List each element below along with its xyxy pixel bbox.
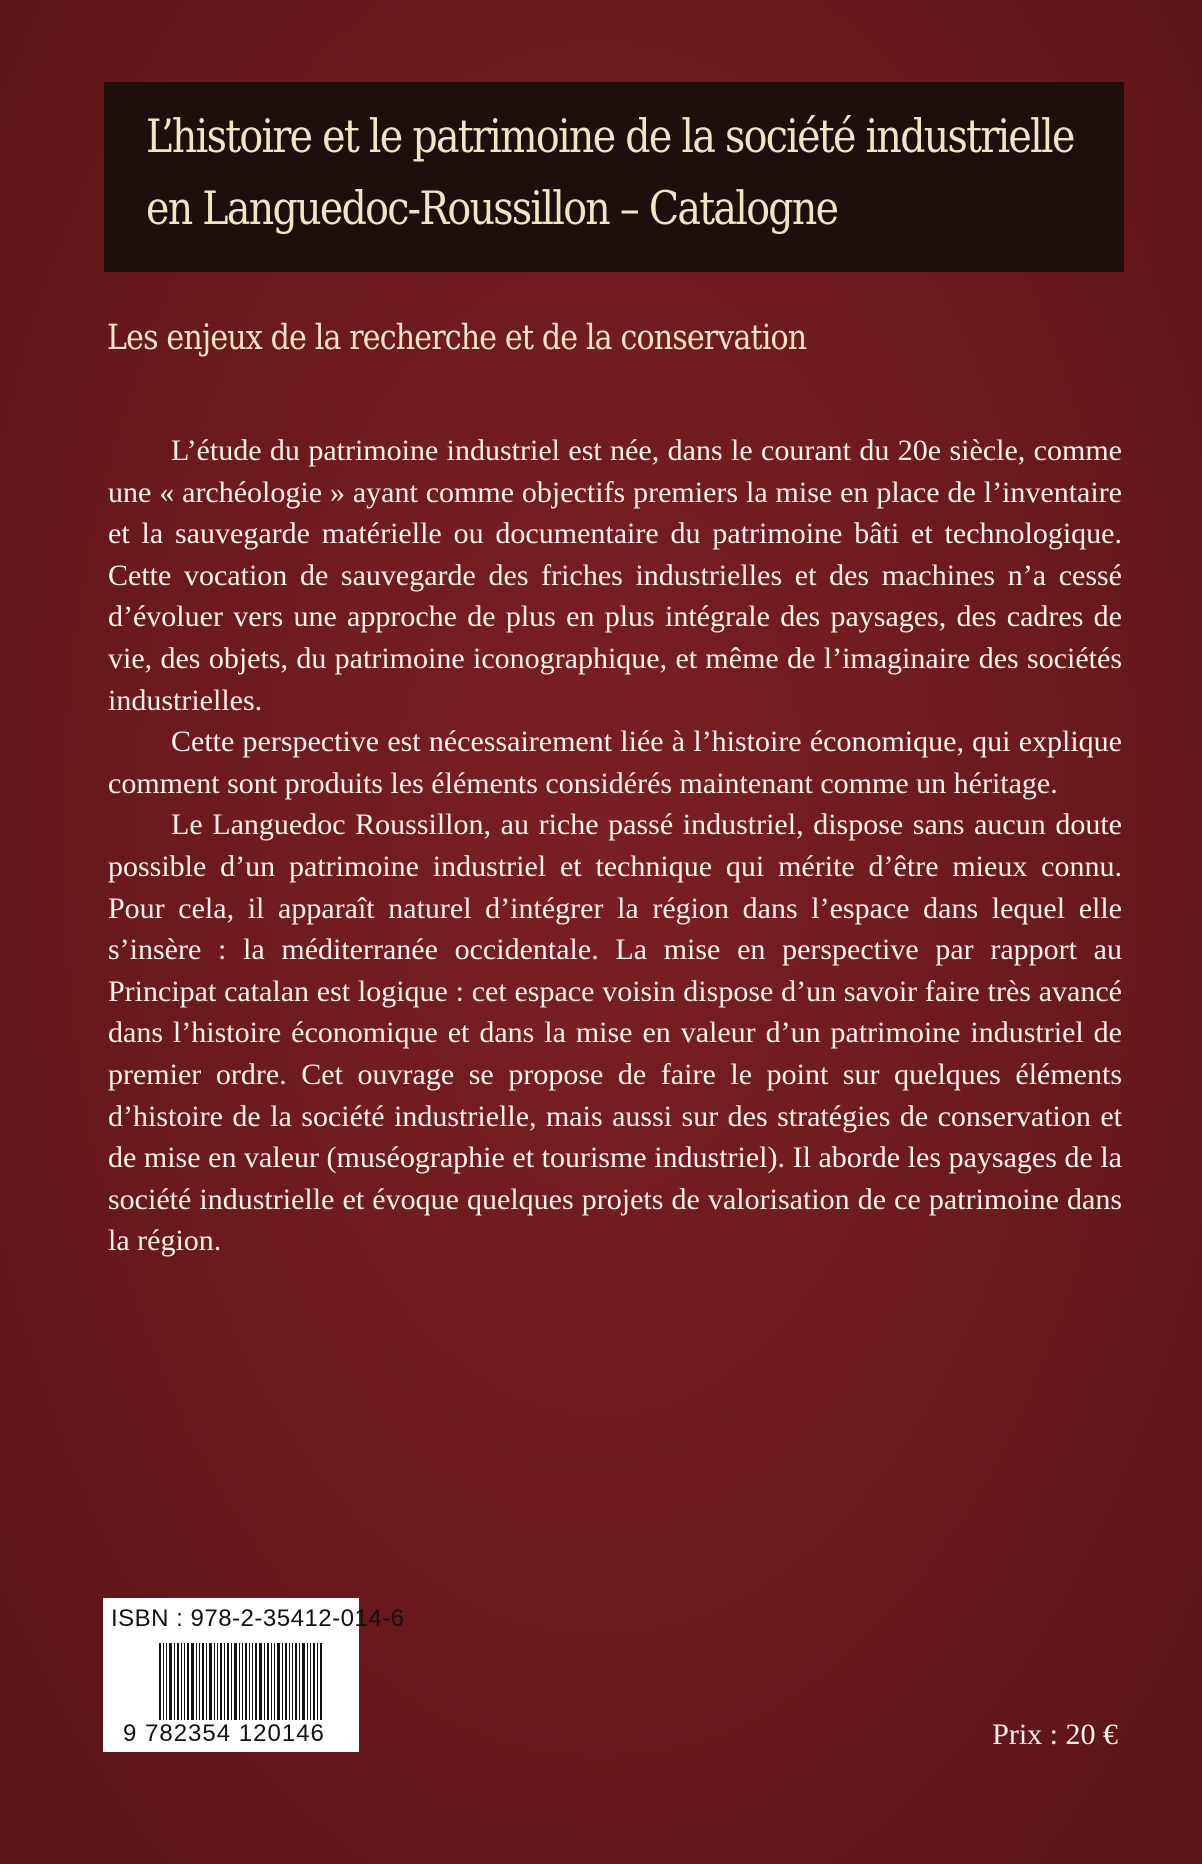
blurb-text xyxy=(108,430,1122,1262)
barcode-icon xyxy=(159,1643,337,1727)
price-label: Prix : 20 € xyxy=(992,1718,1118,1751)
book-subtitle: Les enjeux de la recherche et de la conservation xyxy=(107,318,807,358)
barcode-digits: 9 782354 120146 xyxy=(123,1720,325,1747)
isbn-barcode-box xyxy=(103,1598,405,1752)
title-band xyxy=(104,82,1124,272)
isbn-label: ISBN : 978-2-35412-014-6 xyxy=(111,1605,405,1632)
book-title-line-2: en Languedoc-Roussillon – Catalogne xyxy=(146,181,838,235)
blurb-paragraph: Le Languedoc Roussillon, au riche passé industriel, dispose sans aucun doute possible d’un patrimoine industriel et technique qui mérite d’être mieux connu. Pour cela, il apparaît naturel d’intégrer la région dans l’espace dans lequel elle s’insère : la méditerranée occidentale. La mise en perspective par rapport au Principat catalan est logique : cet espace voisin dispose d’un savoir faire très avancé dans l’histoire économique et dans la mise en valeur d’un patrimoine industriel de premier ordre. Cet ouvrage se propose de faire le point sur quelques éléments d’histoire de la société industrielle, mais aussi sur des stratégies de conservation et de mise en valeur (muséographie et tourisme industriel). Il aborde les paysages de la société industrielle et évoque quelques projets de valorisation de ce patrimoine dans la région. xyxy=(108,808,1122,1258)
blurb-paragraph: Cette perspective est nécessairement liée à l’histoire économique, qui explique comment sont produits les éléments considérés maintenant comme un héritage. xyxy=(108,725,1122,800)
blurb-paragraph: L’étude du patrimoine industriel est née, dans le courant du 20e siècle, comme une « archéologie » ayant comme objectifs premiers la mise en place de l’inventaire et la sauvegarde matérielle ou documentaire du patrimoine bâti et technologique. Cette vocation de sauvegarde des friches industrielles et des machines n’a cessé d’évoluer vers une approche de plus en plus intégrale des paysages, des cadres de vie, des objets, du patrimoine iconographique, et même de l’imaginaire des sociétés industrielles. xyxy=(108,434,1122,717)
book-title-line-1: L’histoire et le patrimoine de la société industrielle xyxy=(146,109,1074,163)
